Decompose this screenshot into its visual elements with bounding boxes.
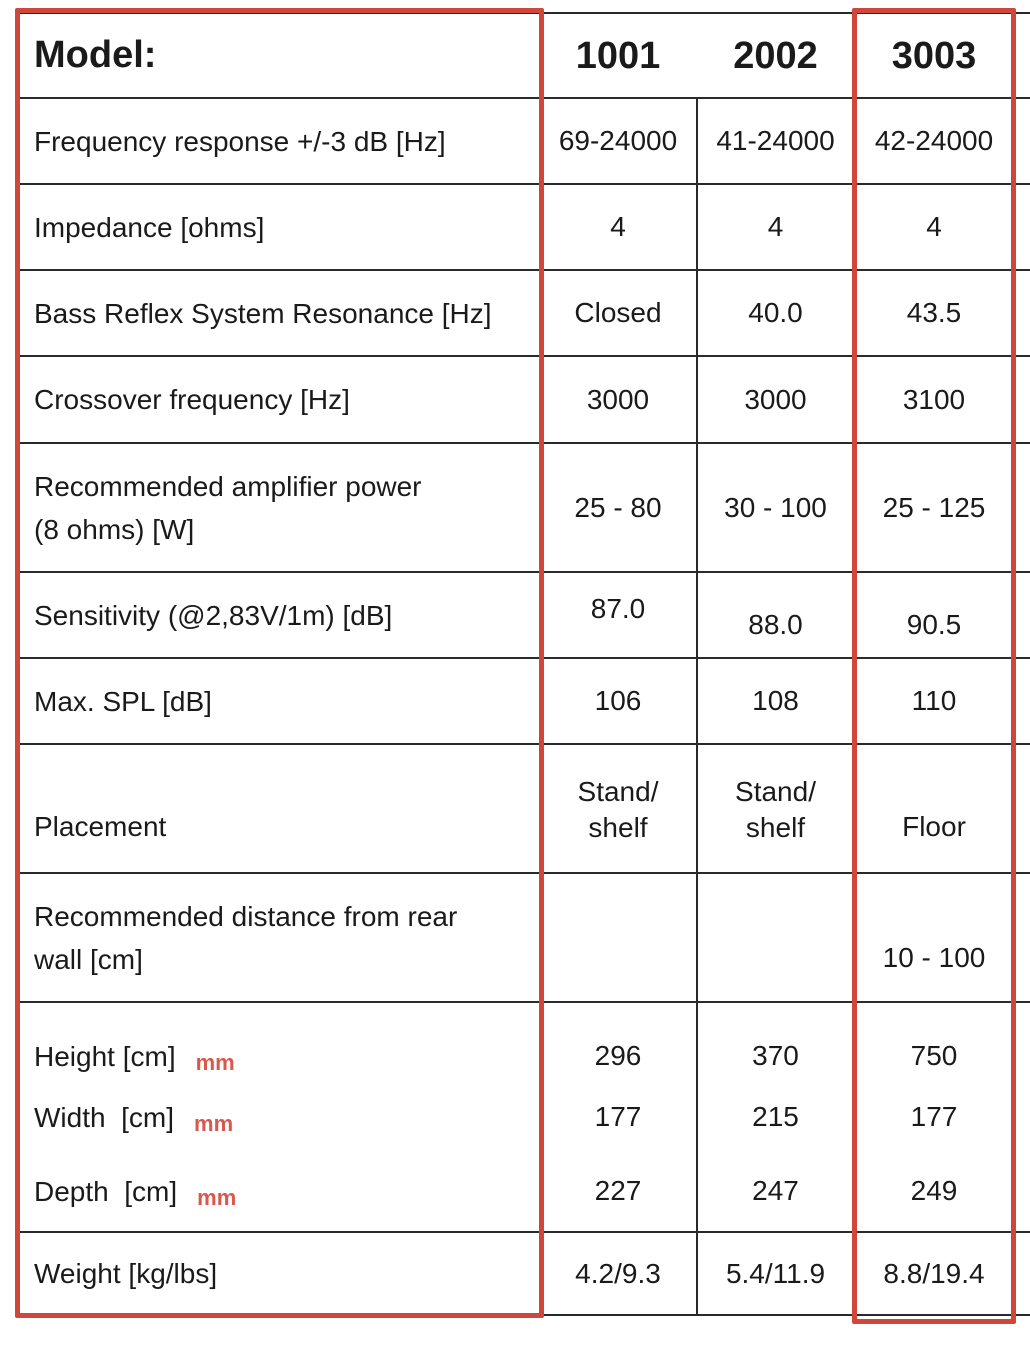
- table-cell: 30 - 100: [724, 491, 827, 523]
- table-cell: 296: [594, 1040, 642, 1071]
- table-cell: 43.5: [906, 297, 962, 328]
- cell-line: shelf: [745, 812, 806, 843]
- row-label-line: wall [cm]: [34, 943, 143, 975]
- model-3003-header: 3003: [891, 34, 977, 77]
- table-cell: 3000: [586, 383, 650, 415]
- cell-line: Stand/: [577, 776, 659, 807]
- table-cell: 110: [911, 685, 957, 716]
- row-label-rear-wall-distance: [34, 874, 534, 1001]
- table-cell: 90.5: [906, 609, 962, 640]
- table-cell: 4.2/9.3: [575, 1257, 661, 1289]
- table-cell: 25 - 80: [574, 491, 662, 523]
- table-cell: 106: [594, 685, 642, 716]
- table-cell: Closed: [574, 297, 662, 328]
- table-cell: 25 - 125: [882, 491, 986, 523]
- model-1001-header: 1001: [575, 34, 661, 77]
- table-cell: 3000: [744, 383, 807, 415]
- row-label-crossover: Crossover frequency [Hz]: [34, 384, 350, 415]
- cell-line: shelf: [588, 812, 648, 843]
- row-label-max-spl: Max. SPL [dB]: [34, 685, 212, 717]
- table-cell: 4: [767, 211, 784, 242]
- table-cell: 8.8/19.4: [883, 1257, 985, 1289]
- table-cell: [698, 874, 853, 1001]
- row-label-line: (8 ohms) [W]: [34, 513, 195, 545]
- model-2002-header: 2002: [733, 34, 818, 77]
- table-cell: 5.4/11.9: [725, 1257, 826, 1289]
- table-cell: Floor: [902, 810, 966, 842]
- table-cell: 42-24000: [874, 125, 994, 156]
- table-cell: 3100: [902, 383, 966, 415]
- column-divider: [1014, 12, 1016, 1316]
- dimension-label: Width [cm]: [34, 1101, 175, 1133]
- table-cell: 249: [910, 1175, 958, 1206]
- table-cell: 177: [910, 1101, 958, 1132]
- row-label-impedance: Impedance [ohms]: [34, 211, 265, 243]
- table-cell: 40.0: [748, 297, 803, 328]
- table-cell: 247: [752, 1175, 799, 1206]
- table-cell: [540, 770, 696, 850]
- table-cell: [698, 770, 853, 850]
- row-label-sensitivity: Sensitivity (@2,83V/1m) [dB]: [34, 599, 393, 631]
- row-label-width: [34, 1097, 534, 1137]
- table-cell: 215: [752, 1101, 799, 1132]
- row-label-amplifier-power: [34, 444, 534, 571]
- row-label-line: Recommended distance from rear: [34, 900, 458, 932]
- table-cell: 4: [926, 211, 942, 242]
- table-cell: 108: [752, 685, 799, 716]
- cell-line: Stand/: [735, 776, 816, 807]
- table-cell: 370: [752, 1040, 799, 1071]
- row-label-frequency-response: Frequency response +/-3 dB [Hz]: [34, 125, 446, 157]
- table-cell: 177: [594, 1101, 642, 1132]
- table-cell: 87.0: [590, 593, 646, 624]
- table-cell: [540, 874, 696, 1001]
- dimension-label: Depth [cm]: [34, 1175, 178, 1207]
- table-border-bottom: [20, 1314, 1030, 1316]
- unit-annotation: mm: [197, 1184, 237, 1210]
- table-cell: 227: [594, 1175, 642, 1206]
- row-label-weight: Weight [kg/lbs]: [34, 1258, 218, 1289]
- table-cell: 41-24000: [716, 125, 835, 156]
- table-cell: 69-24000: [558, 125, 678, 156]
- header-label: Model:: [34, 34, 157, 76]
- row-label-height: [34, 1036, 534, 1076]
- row-label-line: Recommended amplifier power: [34, 470, 422, 502]
- table-cell: 4: [610, 211, 626, 242]
- row-label-placement: Placement: [34, 811, 167, 842]
- table-cell: 10 - 100: [882, 941, 986, 973]
- unit-annotation: mm: [195, 1049, 235, 1075]
- table-cell: 88.0: [748, 609, 803, 640]
- row-label-depth: [34, 1171, 534, 1211]
- dimension-label: Height [cm]: [34, 1040, 176, 1072]
- unit-annotation: mm: [194, 1110, 234, 1136]
- row-label-bass-reflex: Bass Reflex System Resonance [Hz]: [34, 297, 492, 329]
- table-cell: 750: [910, 1040, 958, 1071]
